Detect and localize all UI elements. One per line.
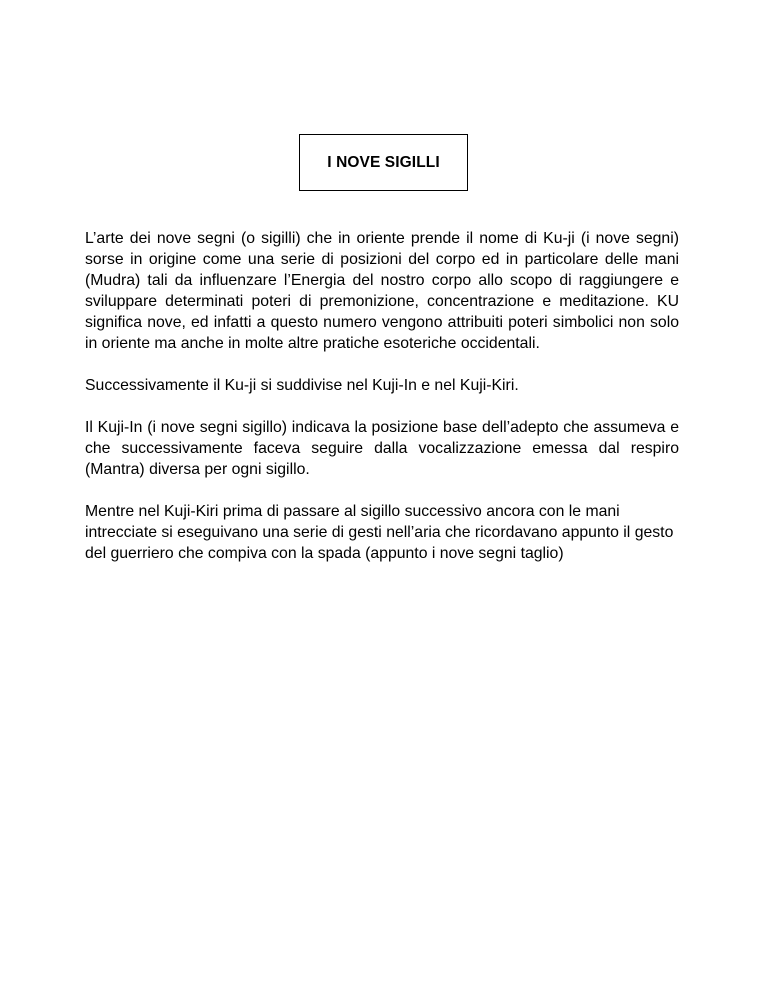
paragraph-kuji-in: Il Kuji-In (i nove segni sigillo) indicava la posizione base dell’adepto che assumeva e che successivamente faceva seguire dalla vocalizzazione emessa dal respiro (Mantra) diversa per ogni sigillo. bbox=[85, 419, 679, 478]
paragraph-intro: L’arte dei nove segni (o sigilli) che in oriente prende il nome di Ku-ji (i nove segni) sorse in origine come una serie di posizioni del corpo ed in particolare delle mani (Mudra) tali da influenzare l’Energia del nostro corpo allo scopo di raggiungere e sviluppare determinati poteri di premonizione, concentrazione e meditazione. KU significa nove, ed infatti a questo numero vengono attribuiti poteri simbolici non solo in oriente ma anche in molte altre pratiche esoteriche occidentali. bbox=[85, 230, 679, 352]
document-title: I NOVE SIGILLI bbox=[327, 153, 440, 171]
document-body bbox=[85, 228, 679, 585]
paragraph-subdivision: Successivamente il Ku-ji si suddivise nel Kuji-In e nel Kuji-Kiri. bbox=[85, 377, 519, 394]
title-box bbox=[299, 134, 468, 191]
paragraph-kuji-kiri: Mentre nel Kuji-Kiri prima di passare al sigillo successivo ancora con le mani intrecciate si eseguivano una serie di gesti nell’aria che ricordavano appunto il gesto del guerriero che compiva con la spada (appunto i nove segni taglio) bbox=[85, 503, 674, 562]
